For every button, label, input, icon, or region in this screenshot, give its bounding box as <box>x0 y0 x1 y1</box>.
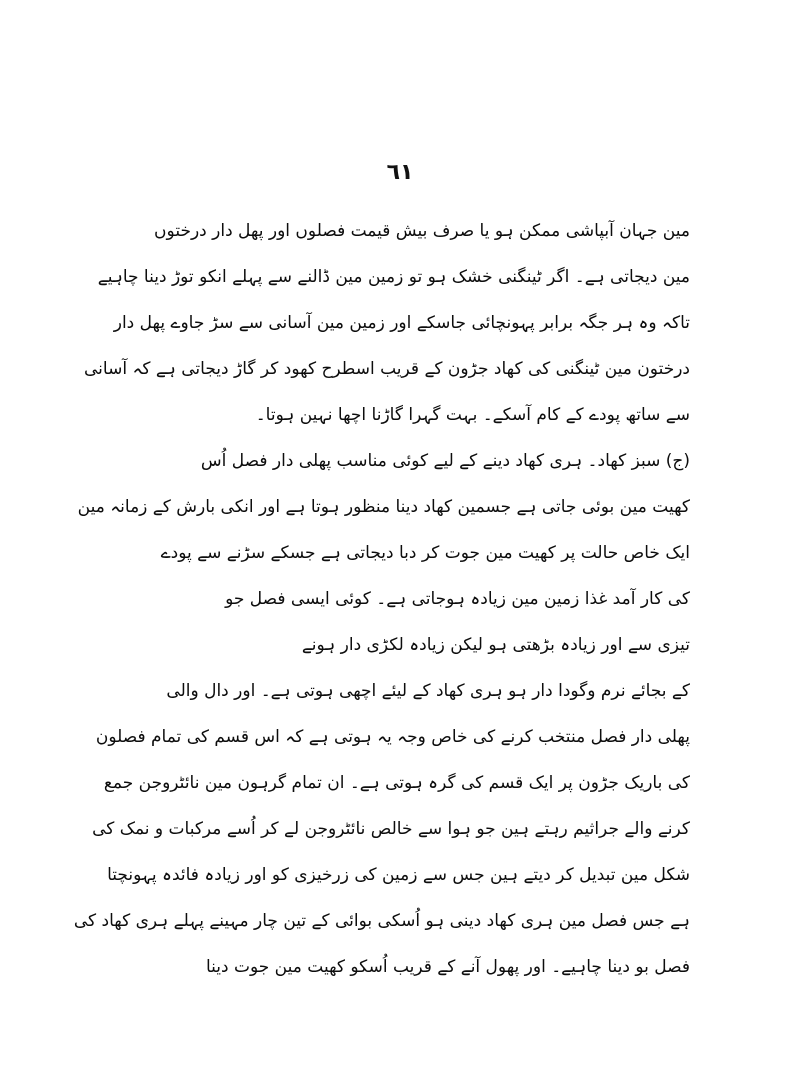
text-line: کی باریک جڑون پر ایک قسم کی گرہ ہوتی ہے۔ ان تمام گرہون مین نائٹروجن جمع <box>103 773 690 793</box>
text-line: فصل بو دینا چاہیے۔ اور پھول آنے کے قریب اُسکو کھیت مین جوت دینا <box>205 957 690 977</box>
text-line: پھلی دار فصل منتخب کرنے کی خاص وجہ یہ ہوتی ہے کہ اس قسم کی تمام فصلون <box>95 727 690 747</box>
text-line: کرنے والے جراثیم رہتے ہین جو ہوا سے خالص نائٹروجن لے کر اُسے مرکبات و نمک کی <box>92 819 690 839</box>
text-line: مین دیجاتی ہے۔ اگر ٹینگنی خشک ہو تو زمین مین ڈالنے سے پہلے انکو توڑ دینا چاہیے <box>97 267 690 287</box>
text-line: (ج) سبز کھاد۔ ہری کھاد دینے کے لیے کوئی مناسب پھلی دار فصل اُس <box>200 451 690 471</box>
text-line: درختون مین ٹینگنی کی کھاد جڑون کے قریب اسطرح کھود کر گاڑ دیجاتی ہے کہ آسانی <box>84 359 690 379</box>
text-line: تاکہ وہ ہر جگہ برابر پہونچائی جاسکے اور زمین مین آسانی سے سڑ جاوے پھل دار <box>113 313 690 333</box>
text-line: مین جہان آبپاشی ممکن ہو یا صرف بیش قیمت فصلوں اور پھل دار درختوں <box>154 221 690 241</box>
text-line: شکل مین تبدیل کر دیتے ہین جس سے زمین کی زرخیزی کو اور زیادہ فائدہ پہونچتا <box>107 865 690 885</box>
text-line: کی کار آمد غذا زمین مین زیادہ ہوجاتی ہے۔ کوئی ایسی فصل جو <box>225 589 690 609</box>
text-line: کھیت مین بوئی جاتی ہے جسمین کھاد دینا منظور ہوتا ہے اور انکی بارش کے زمانہ مین <box>77 497 690 517</box>
body-text <box>73 208 690 990</box>
text-line: تیزی سے اور زیادہ بڑھتی ہو لیکن زیادہ لکڑی دار ہونے <box>301 635 690 655</box>
text-line: کے بجائے نرم وگودا دار ہو ہری کھاد کے لیئے اچھی ہوتی ہے۔ اور دال والی <box>166 681 690 701</box>
text-line: ہے جس فصل مین ہری کھاد دینی ہو اُسکی بوائی کے تین چار مہینے پہلے ہری کھاد کی <box>73 911 690 931</box>
text-line: سے ساتھ پودے کے کام آسکے۔ بہت گہرا گاڑنا اچھا نہین ہوتا۔ <box>255 405 690 425</box>
text-line: ایک خاص حالت پر کھیت مین جوت کر دبا دیجاتی ہے جسکے سڑنے سے پودے <box>160 543 690 563</box>
page-number: ٦١ <box>386 160 414 185</box>
